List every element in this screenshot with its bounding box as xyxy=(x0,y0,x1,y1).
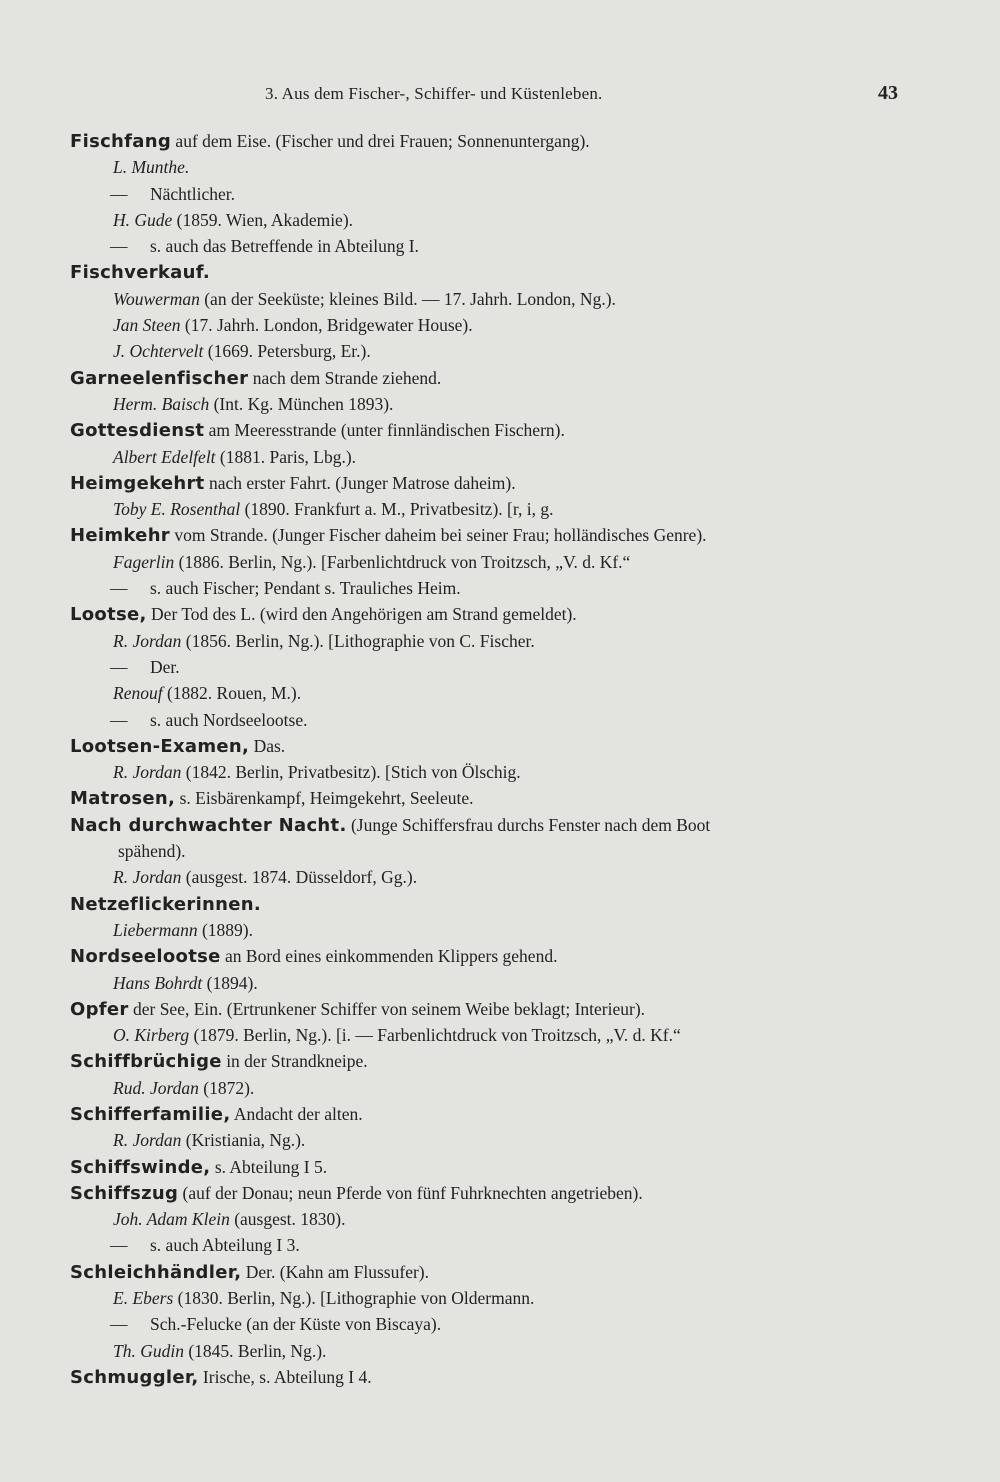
artwork-reference-line xyxy=(0,680,1000,706)
entry-heading-line xyxy=(0,891,1000,917)
entry-heading-line xyxy=(0,812,1000,838)
artist-name: Renouf xyxy=(113,683,163,704)
ditto-dash xyxy=(70,181,150,207)
artwork-reference-line xyxy=(0,1206,1000,1232)
entry-description: am Meeresstrande (unter finnländischen Fischern). xyxy=(204,420,565,441)
entry-keyword: Nordseelootse xyxy=(70,946,221,968)
artwork-details: (1830. Berlin, Ng.). [Lithographie von Oldermann. xyxy=(173,1288,535,1309)
artist-name: Fagerlin xyxy=(113,551,175,572)
artwork-details: (Int. Kg. München 1893). xyxy=(209,393,394,414)
entry-description: s. Abteilung I 5. xyxy=(210,1156,328,1177)
entry-keyword: Gottesdienst xyxy=(70,420,205,442)
entry-heading-line xyxy=(0,943,1000,969)
artist-name: R. Jordan xyxy=(113,1130,182,1151)
artwork-details: (ausgest. 1874. Düsseldorf, Gg.). xyxy=(181,867,418,888)
artwork-reference-line xyxy=(0,549,1000,575)
entry-heading-line xyxy=(0,417,1000,443)
artwork-details: (Kristiania, Ng.). xyxy=(181,1130,306,1151)
artist-name: Rud. Jordan xyxy=(113,1077,199,1098)
ditto-line xyxy=(0,654,1000,680)
artwork-reference-line xyxy=(0,1127,1000,1153)
entry-keyword: Nach durchwachter Nacht. xyxy=(70,814,347,836)
artwork-details: (1882. Rouen, M.). xyxy=(162,683,302,704)
artist-name: Hans Bohrdt xyxy=(113,972,203,993)
artwork-details: (1890. Frankfurt a. M., Privatbesitz). [r, i, g. xyxy=(240,499,554,520)
entry-keyword: Schifferfamilie, xyxy=(70,1103,231,1125)
continuation-line xyxy=(0,838,1000,864)
artwork-reference-line xyxy=(0,1022,1000,1048)
entry-keyword: Lootse, xyxy=(70,604,147,626)
artwork-reference-line xyxy=(0,338,1000,364)
ditto-text: s. auch Nordseelootse. xyxy=(150,709,308,730)
artwork-details: (1842. Berlin, Privatbesitz). [Stich von Ölschig. xyxy=(181,762,521,783)
artwork-details: (17. Jahrh. London, Bridgewater House). xyxy=(180,315,473,336)
entry-keyword: Schleichhändler, xyxy=(70,1261,242,1283)
ditto-dash xyxy=(70,233,150,259)
entry-heading-line xyxy=(0,365,1000,391)
entry-description: an Bord eines einkommenden Klippers gehend. xyxy=(220,946,558,967)
entry-description: (auf der Donau; neun Pferde von fünf Fuhrknechten angetrieben). xyxy=(178,1182,643,1203)
artist-name: Liebermann xyxy=(113,919,198,940)
artwork-details: (1879. Berlin, Ng.). [i. — Farbenlichtdruck von Troitzsch, „V. d. Kf.“ xyxy=(189,1025,681,1046)
ditto-text: Nächtlicher. xyxy=(150,183,236,204)
entry-description: Das. xyxy=(249,735,286,756)
page-number: 43 xyxy=(878,82,898,104)
artwork-reference-line xyxy=(0,286,1000,312)
ditto-dash xyxy=(70,575,150,601)
artwork-reference-line xyxy=(0,864,1000,890)
ditto-dash xyxy=(70,654,150,680)
ditto-line xyxy=(0,707,1000,733)
entry-keyword: Fischfang xyxy=(70,131,172,152)
entry-description: s. Eisbärenkampf, Heimgekehrt, Seeleute. xyxy=(175,788,474,809)
artwork-reference-line xyxy=(0,207,1000,233)
artwork-details: (ausgest. 1830). xyxy=(229,1209,346,1230)
artwork-details: (1856. Berlin, Ng.). [Lithographie von C. Fischer. xyxy=(181,630,535,651)
artwork-details: (1669. Petersburg, Er.). xyxy=(203,341,371,362)
artist-name: Herm. Baisch xyxy=(113,393,210,414)
entry-heading-line xyxy=(0,1154,1000,1180)
entry-keyword: Lootsen-Examen, xyxy=(70,735,250,757)
artwork-reference-line xyxy=(0,759,1000,785)
artwork-reference-line xyxy=(0,1285,1000,1311)
artwork-details: (1845. Berlin, Ng.). xyxy=(183,1340,327,1361)
entry-keyword: Heimkehr xyxy=(70,525,170,547)
entry-keyword: Garneelenfischer xyxy=(70,367,249,389)
running-head: 3. Aus dem Fischer-, Schiffer- und Küstenleben. xyxy=(265,84,603,103)
ditto-line xyxy=(0,1232,1000,1258)
page-header xyxy=(0,84,1000,114)
entry-heading-line xyxy=(0,601,1000,627)
ditto-text: s. auch Abteilung I 3. xyxy=(150,1235,300,1256)
index-entries xyxy=(0,128,1000,1390)
artist-name: Toby E. Rosenthal xyxy=(113,499,241,520)
entry-description: Andacht der alten. xyxy=(230,1103,363,1124)
entry-description: auf dem Eise. (Fischer und drei Frauen; Sonnenuntergang). xyxy=(171,131,590,151)
entry-keyword: Opfer xyxy=(70,998,129,1020)
entry-keyword: Fischverkauf. xyxy=(70,262,210,284)
artist-name: R. Jordan xyxy=(113,630,182,651)
artwork-reference-line xyxy=(0,154,1000,180)
artwork-reference-line xyxy=(0,628,1000,654)
entry-keyword: Schiffswinde, xyxy=(70,1156,211,1178)
entry-keyword: Heimgekehrt xyxy=(70,472,205,494)
ditto-line xyxy=(0,1311,1000,1337)
ditto-line xyxy=(0,181,1000,207)
ditto-text: Sch.-Felucke (an der Küste von Biscaya). xyxy=(150,1314,442,1335)
ditto-text: s. auch das Betreffende in Abteilung I. xyxy=(150,236,419,257)
ditto-dash xyxy=(70,1232,150,1258)
entry-keyword: Schmuggler, xyxy=(70,1366,199,1388)
entry-description: in der Strandkneipe. xyxy=(221,1051,368,1072)
artist-name: Albert Edelfelt xyxy=(113,446,216,467)
entry-description: (Junge Schiffersfrau durchs Fenster nach dem Boot xyxy=(346,814,711,835)
artwork-reference-line xyxy=(0,917,1000,943)
ditto-dash xyxy=(70,1311,150,1337)
artist-name: R. Jordan xyxy=(113,867,182,888)
ditto-dash xyxy=(70,707,150,733)
entry-heading-line xyxy=(0,1101,1000,1127)
continuation-text: spähend). xyxy=(118,841,186,862)
artist-name: Wouwerman xyxy=(113,288,200,309)
entry-description: der See, Ein. (Ertrunkener Schiffer von seinem Weibe beklagt; Interieur). xyxy=(128,998,646,1019)
entry-heading-line xyxy=(0,1048,1000,1074)
entry-heading-line xyxy=(0,522,1000,548)
ditto-text: s. auch Fischer; Pendant s. Trauliches Heim. xyxy=(150,578,461,599)
entry-heading-line xyxy=(0,1259,1000,1285)
artwork-reference-line xyxy=(0,970,1000,996)
artist-name: J. Ochtervelt xyxy=(113,341,204,362)
ditto-line xyxy=(0,575,1000,601)
ditto-line xyxy=(0,233,1000,259)
artist-name: E. Ebers xyxy=(113,1288,174,1309)
entry-description: Irische, s. Abteilung I 4. xyxy=(198,1366,372,1387)
artwork-details: (an der Seeküste; kleines Bild. — 17. Jahrh. London, Ng.). xyxy=(199,288,616,309)
artist-name: Joh. Adam Klein xyxy=(113,1209,230,1230)
artist-name: Jan Steen xyxy=(113,315,181,336)
entry-heading-line xyxy=(0,785,1000,811)
entry-keyword: Schiffbrüchige xyxy=(70,1051,222,1073)
artwork-reference-line xyxy=(0,391,1000,417)
ditto-text: Der. xyxy=(150,656,180,677)
entry-heading-line xyxy=(0,259,1000,285)
artist-name: R. Jordan xyxy=(113,762,182,783)
entry-description: nach erster Fahrt. (Junger Matrose daheim). xyxy=(204,472,516,493)
artwork-details: (1859. Wien, Akademie). xyxy=(172,209,354,230)
entry-heading-line xyxy=(0,733,1000,759)
artist-name: O. Kirberg xyxy=(113,1025,190,1046)
entry-description: Der. (Kahn am Flussufer). xyxy=(241,1261,429,1282)
entry-keyword: Netzeflickerinnen. xyxy=(70,893,262,915)
artwork-details: (1881. Paris, Lbg.). xyxy=(215,446,357,467)
artwork-reference-line xyxy=(0,1075,1000,1101)
entry-description: Der Tod des L. (wird den Angehörigen am Strand gemeldet). xyxy=(146,604,577,625)
artwork-reference-line xyxy=(0,496,1000,522)
entry-heading-line xyxy=(0,1180,1000,1206)
artist-name: L. Munthe. xyxy=(113,157,190,178)
artwork-reference-line xyxy=(0,312,1000,338)
artist-name: Th. Gudin xyxy=(113,1340,184,1361)
artwork-details: (1872). xyxy=(198,1077,255,1098)
artwork-details: (1894). xyxy=(202,972,258,993)
entry-description: vom Strande. (Junger Fischer daheim bei seiner Frau; holländisches Genre). xyxy=(170,525,707,546)
artwork-details: (1886. Berlin, Ng.). [Farbenlichtdruck von Troitzsch, „V. d. Kf.“ xyxy=(174,551,631,572)
artist-name: H. Gude xyxy=(113,209,173,230)
entry-keyword: Matrosen, xyxy=(70,788,176,810)
entry-heading-line xyxy=(0,1364,1000,1390)
artwork-reference-line xyxy=(0,444,1000,470)
artwork-reference-line xyxy=(0,1338,1000,1364)
artwork-details: (1889). xyxy=(197,919,253,940)
entry-heading-line xyxy=(0,470,1000,496)
entry-heading-line xyxy=(0,128,1000,154)
entry-keyword: Schiffszug xyxy=(70,1182,179,1204)
entry-description: nach dem Strande ziehend. xyxy=(248,367,442,388)
entry-heading-line xyxy=(0,996,1000,1022)
